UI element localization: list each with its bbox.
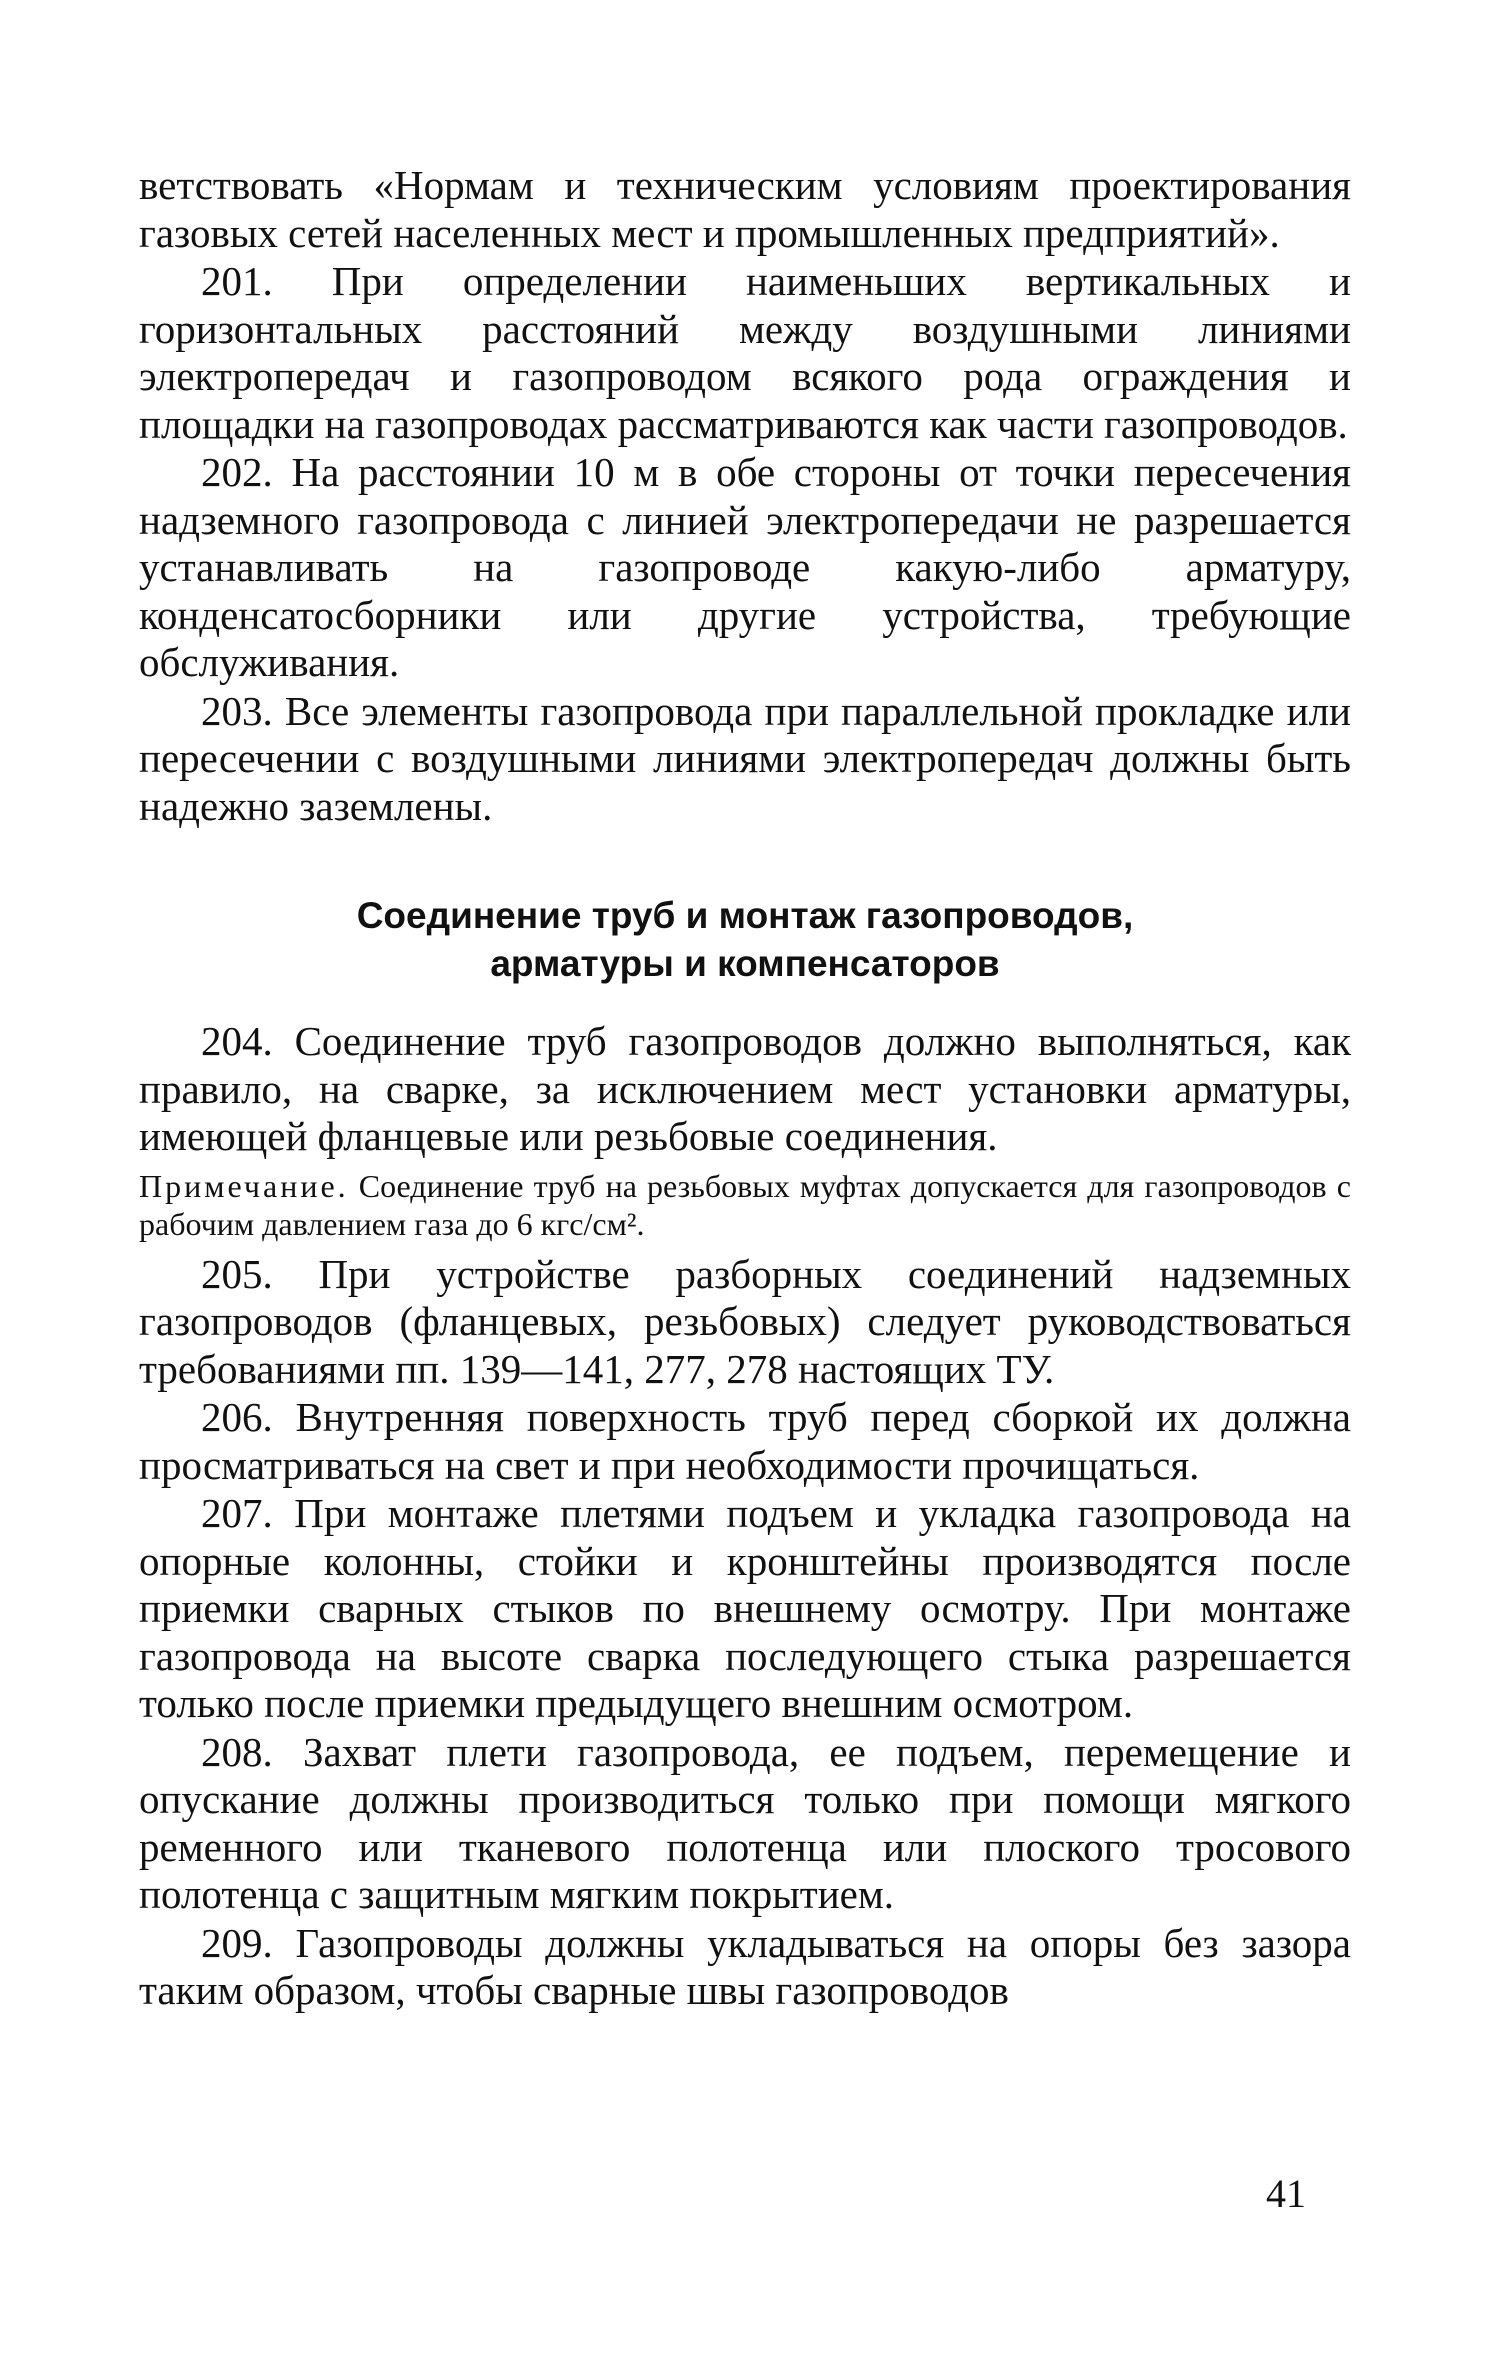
section-heading-line-2: арматуры и компенсаторов (490, 943, 1000, 984)
note-text: Соединение труб на резьбовых муфтах допускается для газопроводов с рабочим давлением газа до 6 кгс/см². (139, 1167, 1352, 1242)
page-number: 41 (1266, 2171, 1306, 2216)
paragraph-continuation: ветствовать «Нормам и техническим условиям проектирования газовых сетей населенных мест и промышленных предприятий». (139, 162, 1351, 256)
note (139, 1167, 1351, 1243)
note-label: Примечание. (139, 1167, 349, 1204)
section-heading (139, 892, 1351, 988)
section-heading-line-1: Соединение труб и монтаж газопроводов, (356, 895, 1134, 936)
page-body (139, 162, 1351, 2015)
paragraph-208: 208. Захват плети газопровода, ее подъем, перемещение и опускание должны производиться только при помощи мягкого ременного или тканевого полотенца или плоского тросового полотенца с защитным мягким покрытием. (139, 1728, 1351, 1917)
paragraph-201: 201. При определении наименьших вертикальных и горизонтальных расстояний между воздушными линиями электропередач и газопроводом всякого рода ограждения и площадки на газопроводах рассматриваются как части газопроводов. (139, 258, 1351, 447)
paragraph-204: 204. Соединение труб газопроводов должно выполняться, как правило, на сварке, за исключением мест установки арматуры, имеющей фланцевые или резьбовые соединения. (139, 1018, 1351, 1159)
paragraph-207: 207. При монтаже плетями подъем и укладка газопровода на опорные колонны, стойки и кронштейны производятся после приемки сварных стыков по внешнему осмотру. При монтаже газопровода на высоте сварка последующего стыка разрешается только после приемки предыдущего внешним осмотром. (139, 1490, 1351, 1726)
paragraph-206: 206. Внутренняя поверхность труб перед сборкой их должна просматриваться на свет и при необходимости прочищаться. (139, 1394, 1351, 1488)
paragraph-203: 203. Все элементы газопровода при параллельной прокладке или пересечении с воздушными линиями электропередач должны быть надежно заземлены. (139, 687, 1351, 829)
paragraph-205: 205. При устройстве разборных соединений надземных газопроводов (фланцевых, резьбовых) следует руководствоваться требованиями пп. 139—141, 277, 278 настоящих ТУ. (139, 1250, 1351, 1392)
paragraph-202: 202. На расстоянии 10 м в обе стороны от точки пересечения надземного газопровода с линией электропередачи не разрешается устанавливать на газопроводе какую-либо арматуру, конденсатосборники или другие устройства, требующие обслуживания. (139, 449, 1351, 685)
paragraph-209: 209. Газопроводы должны укладываться на опоры без зазора таким образом, чтобы сварные швы газопроводов (139, 1919, 1351, 2013)
